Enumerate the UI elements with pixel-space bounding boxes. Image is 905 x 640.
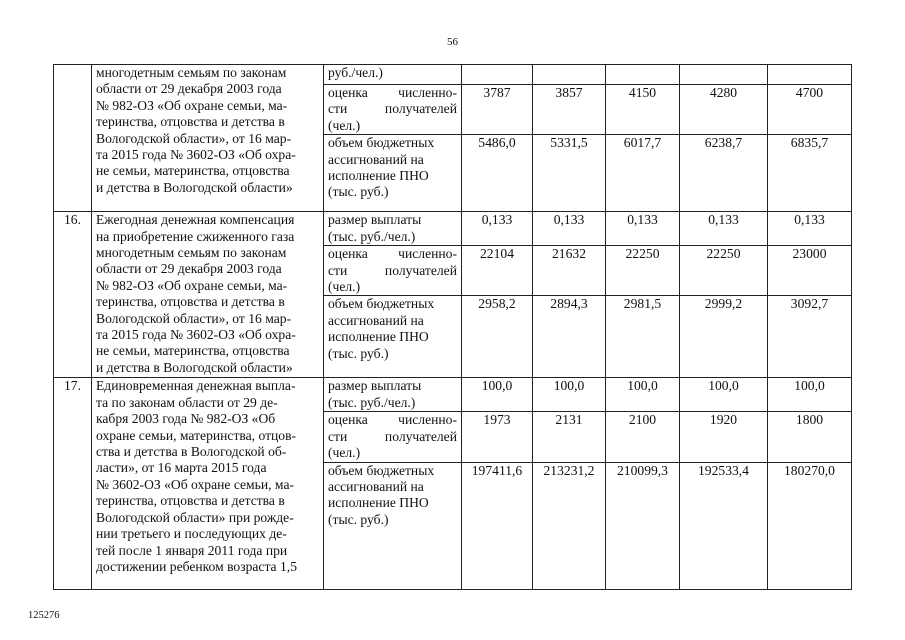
indicator-label [324, 246, 462, 296]
value-cell: 4280 [680, 85, 768, 135]
indicator-label-line: объем бюджетных [328, 462, 435, 478]
value-cell: 5486,0 [462, 135, 533, 212]
value-cell [680, 65, 768, 85]
indicator-label-line: (тыс. руб./чел.) [328, 394, 416, 410]
indicator-label-line: оценка численно- [328, 246, 457, 262]
indicator-label-line: (чел.) [328, 445, 361, 461]
value-cell: 1800 [768, 412, 852, 462]
value-cell [462, 65, 533, 85]
value-cell [533, 65, 606, 85]
value-cell: 23000 [768, 246, 852, 296]
indicator-label-line: объем бюджетных [328, 296, 435, 312]
value-cell: 1973 [462, 412, 533, 462]
indicator-label [324, 135, 462, 212]
value-cell: 100,0 [606, 378, 680, 412]
value-cell: 100,0 [680, 378, 768, 412]
indicator-label-line: исполнение ПНО [328, 329, 429, 345]
value-cell: 2894,3 [533, 296, 606, 378]
indicator-label-line: (тыс. руб.) [328, 511, 389, 527]
indicator-label [324, 378, 462, 412]
value-cell: 22104 [462, 246, 533, 296]
table-row [54, 65, 852, 85]
value-cell: 0,133 [680, 212, 768, 246]
value-cell: 192533,4 [680, 462, 768, 589]
value-cell: 0,133 [462, 212, 533, 246]
value-cell: 2958,2 [462, 296, 533, 378]
indicator-label-line: ассигнований на [328, 479, 424, 495]
indicator-label-line: размер выплаты [328, 378, 422, 394]
indicator-label-line: (тыс. руб.) [328, 184, 389, 200]
value-cell: 100,0 [768, 378, 852, 412]
indicator-label-line: исполнение ПНО [328, 495, 429, 511]
value-cell: 3857 [533, 85, 606, 135]
value-cell: 213231,2 [533, 462, 606, 589]
value-cell: 22250 [606, 246, 680, 296]
benefit-description: Ежегодная денежная компенсация на приобретение сжиженного газа многодетным семьям по законам области от 29 декабря 2003 года № 982-ОЗ «Об охране семьи, ма- теринства, отцовства и детства в Вологодской области», от 16 мар- та 2015 года № 3602-ОЗ «Об охра- не семьи, материнства, отцовства и детства в Вологодской области» [92, 212, 324, 378]
value-cell: 3787 [462, 85, 533, 135]
value-cell: 22250 [680, 246, 768, 296]
table-row [54, 212, 852, 246]
indicator-label-line: исполнение ПНО [328, 168, 429, 184]
indicator-label-line: сти получателей [328, 428, 457, 444]
value-cell: 0,133 [533, 212, 606, 246]
benefits-table [53, 64, 852, 590]
value-cell: 100,0 [462, 378, 533, 412]
indicator-label [324, 462, 462, 589]
indicator-label-line: сти получателей [328, 101, 457, 117]
value-cell: 197411,6 [462, 462, 533, 589]
indicator-label [324, 65, 462, 85]
table-row [54, 378, 852, 412]
value-cell: 6238,7 [680, 135, 768, 212]
indicator-label [324, 296, 462, 378]
indicator-label-line: размер выплаты [328, 212, 422, 228]
value-cell [606, 65, 680, 85]
indicator-label-line: оценка численно- [328, 412, 457, 428]
benefit-description: Единовременная денежная выпла- та по законам области от 29 де- кабря 2003 года № 982-ОЗ «Об охране семьи, материнства, отцов- ства и детства в Вологодской об- ласти», от 16 марта 2015 года № 3602-ОЗ «Об охране семьи, ма- теринства, отцовства и детства в Вологодской области» при рожде- нии третьего и последующих де- тей после 1 января 2011 года при достижении ребенком возраста 1,5 [92, 378, 324, 589]
indicator-label-line: (тыс. руб.) [328, 345, 389, 361]
value-cell: 2100 [606, 412, 680, 462]
value-cell: 100,0 [533, 378, 606, 412]
indicator-label-line: ассигнований на [328, 312, 424, 328]
value-cell: 0,133 [768, 212, 852, 246]
page-number: 56 [447, 36, 458, 48]
indicator-label-line: (чел.) [328, 117, 361, 133]
row-number: 16. [54, 212, 92, 378]
indicator-label-line: объем бюджетных [328, 135, 435, 151]
value-cell: 2131 [533, 412, 606, 462]
value-cell: 4700 [768, 85, 852, 135]
value-cell: 6835,7 [768, 135, 852, 212]
indicator-label-line: ассигнований на [328, 151, 424, 167]
value-cell: 6017,7 [606, 135, 680, 212]
value-cell: 5331,5 [533, 135, 606, 212]
indicator-label-line: руб./чел.) [328, 65, 383, 80]
indicator-label-line: (тыс. руб./чел.) [328, 228, 416, 244]
row-number [54, 65, 92, 212]
document-code: 125276 [28, 610, 60, 621]
value-cell: 21632 [533, 246, 606, 296]
indicator-label [324, 412, 462, 462]
value-cell: 4150 [606, 85, 680, 135]
indicator-label-line: (чел.) [328, 279, 361, 295]
benefit-description: многодетным семьям по законам области от 29 декабря 2003 года № 982-ОЗ «Об охране семьи, ма- теринства, отцовства и детства в Вологодской области», от 16 мар- та 2015 года № 3602-ОЗ «Об охра- не семьи, материнства, отцовства и детства в Вологодской области» [92, 65, 324, 212]
indicator-label [324, 85, 462, 135]
row-number: 17. [54, 378, 92, 589]
value-cell: 2999,2 [680, 296, 768, 378]
value-cell: 210099,3 [606, 462, 680, 589]
indicator-label-line: оценка численно- [328, 85, 457, 100]
value-cell [768, 65, 852, 85]
indicator-label-line: сти получателей [328, 262, 457, 278]
value-cell: 0,133 [606, 212, 680, 246]
indicator-label [324, 212, 462, 246]
value-cell: 1920 [680, 412, 768, 462]
value-cell: 3092,7 [768, 296, 852, 378]
value-cell: 2981,5 [606, 296, 680, 378]
value-cell: 180270,0 [768, 462, 852, 589]
